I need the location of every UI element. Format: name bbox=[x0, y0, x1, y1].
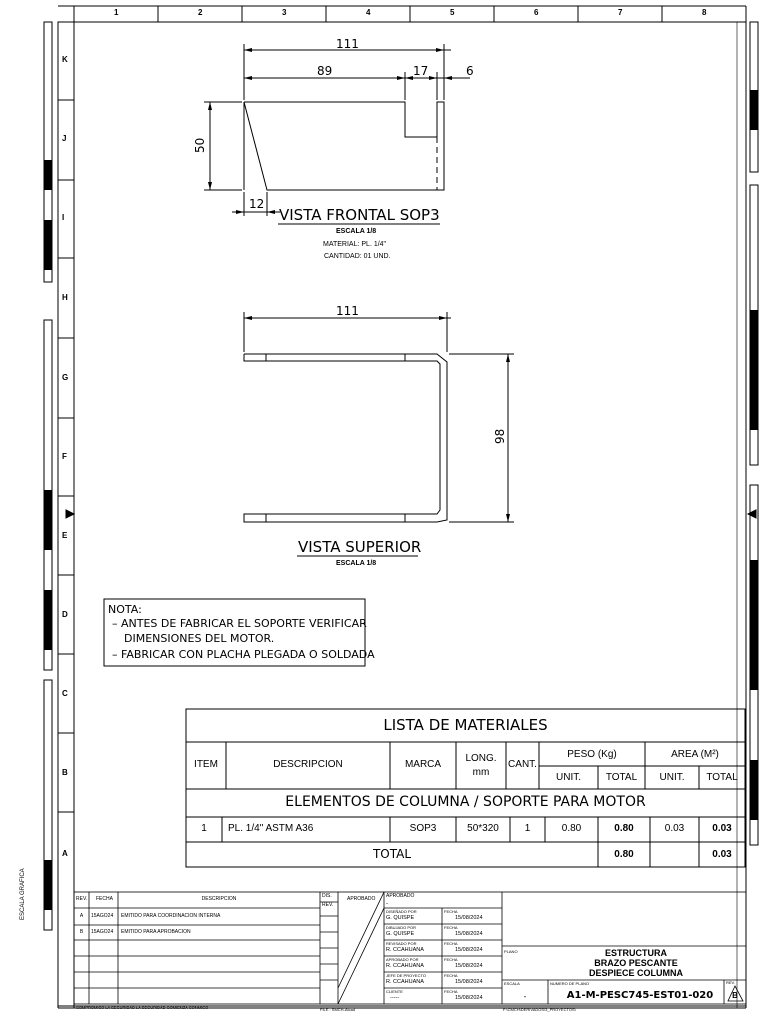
row-label: G bbox=[62, 373, 69, 382]
col-header-peso-unit: UNIT. bbox=[556, 772, 581, 783]
approval-role: REVISADO POR bbox=[386, 941, 417, 946]
dim-top-width: 111 bbox=[336, 304, 359, 318]
plano-title-line: BRAZO PESCANTE bbox=[594, 958, 678, 968]
row-label: E bbox=[62, 531, 68, 540]
cell-peso-unit: 0.80 bbox=[561, 823, 582, 834]
approval-role: DIBUJADO POR bbox=[386, 925, 417, 930]
approval-date-label: FECHA bbox=[444, 989, 458, 994]
rev-label: REV. bbox=[726, 980, 735, 985]
col-header-area-total: TOTAL bbox=[706, 772, 738, 783]
descripcion-header: DESCRIPCION bbox=[201, 896, 237, 902]
rev-date: 15AGO24 bbox=[91, 929, 114, 935]
escala-value: - bbox=[523, 992, 527, 1001]
col-header-cant: CANT. bbox=[508, 759, 537, 770]
rev-date: 15AGO24 bbox=[91, 913, 114, 919]
approval-name: ----- bbox=[390, 995, 400, 1001]
row-label: B bbox=[62, 768, 68, 777]
materials-title: LISTA DE MATERIALES bbox=[383, 716, 548, 734]
rev-value: B bbox=[732, 991, 738, 1000]
footer-path: F:\CMCH\DERIVADOS\3_PROYECTOS\ bbox=[503, 1007, 576, 1012]
total-peso: 0.80 bbox=[614, 849, 634, 860]
col-header-area-unit: UNIT. bbox=[659, 772, 685, 783]
drawing-number: A1-M-PESC745-EST01-020 bbox=[566, 990, 714, 1001]
rev-description: EMITIDO PARA APROBACION bbox=[121, 929, 191, 935]
total-area: 0.03 bbox=[712, 849, 732, 860]
approval-name: R. CCAHUANA bbox=[386, 947, 424, 953]
row-label: K bbox=[62, 55, 68, 64]
total-label: TOTAL bbox=[372, 847, 412, 861]
approval-date: 15/08/2024 bbox=[455, 947, 483, 953]
top-view-scale: ESCALA 1/8 bbox=[336, 560, 377, 567]
row-label: F bbox=[62, 452, 67, 461]
numero-label: NUMERO DE PLANO bbox=[550, 981, 590, 986]
approval-name: R. CCAHUANA bbox=[386, 979, 424, 985]
plano-label: PLANO bbox=[504, 949, 518, 954]
col-header-item: ITEM bbox=[194, 759, 218, 770]
dim-12: 12 bbox=[249, 197, 265, 211]
approval-role: APROBADO POR bbox=[386, 957, 419, 962]
col-header-marca: MARCA bbox=[404, 759, 442, 770]
col-label: 6 bbox=[534, 8, 539, 17]
top-view-drawing bbox=[244, 312, 514, 556]
col-label: 5 bbox=[450, 8, 455, 17]
dim-17: 17 bbox=[413, 64, 429, 78]
approval-name: - bbox=[386, 901, 388, 907]
cell-area-unit: 0.03 bbox=[664, 823, 685, 834]
col-header-area: AREA (M²) bbox=[671, 749, 719, 760]
cell-long: 50*320 bbox=[467, 823, 499, 834]
dim-total-front: 111 bbox=[336, 37, 359, 51]
dim-6: 6 bbox=[466, 64, 474, 78]
approval-role: JEFE DE PROYECTO bbox=[386, 973, 426, 978]
dis-header: DIS. bbox=[322, 893, 332, 899]
approval-date-label: FECHA bbox=[444, 957, 458, 962]
approval-name: G. QUISPE bbox=[386, 931, 415, 937]
approval-name: G. QUISPE bbox=[386, 915, 415, 921]
rev-code: A bbox=[79, 913, 84, 919]
col-label: 1 bbox=[114, 8, 119, 17]
approval-date-label: FECHA bbox=[444, 909, 458, 914]
approval-date: 15/08/2024 bbox=[455, 963, 483, 969]
approval-name: R. CCAHUANA bbox=[386, 963, 424, 969]
approval-role: APROBADO bbox=[386, 893, 415, 899]
fecha-header: FECHA bbox=[96, 896, 113, 902]
right-graphic-scale bbox=[750, 22, 758, 845]
row-label: H bbox=[62, 293, 68, 302]
front-view-material: MATERIAL: PL. 1/4" bbox=[323, 241, 387, 248]
col-label: 2 bbox=[198, 8, 203, 17]
approval-date: 15/08/2024 bbox=[455, 979, 483, 985]
row-label: D bbox=[62, 610, 68, 619]
row-label: I bbox=[62, 213, 65, 222]
cell-area-total: 0.03 bbox=[712, 823, 732, 834]
front-view-title: VISTA FRONTAL SOP3 bbox=[279, 206, 440, 224]
front-view-quantity: CANTIDAD: 01 UND. bbox=[324, 253, 391, 260]
materials-section-title: ELEMENTOS DE COLUMNA / SOPORTE PARA MOTOR bbox=[285, 794, 646, 810]
front-view-drawing bbox=[204, 44, 470, 224]
col-header-long-unit: mm bbox=[472, 767, 490, 778]
col-label: 8 bbox=[702, 8, 707, 17]
approval-role: CLIENTE bbox=[386, 989, 403, 994]
approval-role: DISEÑADO POR bbox=[386, 909, 417, 914]
plano-title-line: DESPIECE COLUMNA bbox=[588, 968, 683, 978]
col-header-descripcion: DESCRIPCION bbox=[273, 759, 343, 770]
row-label: A bbox=[62, 849, 68, 858]
cell-cant: 1 bbox=[524, 823, 531, 834]
rev-description: EMITIDO PARA COORDINACION INTERNA bbox=[121, 913, 221, 919]
col-header-peso: PESO (Kg) bbox=[567, 749, 617, 760]
col-label: 4 bbox=[366, 8, 371, 17]
approval-date-label: FECHA bbox=[444, 941, 458, 946]
rev-header: REV. bbox=[76, 896, 88, 902]
note-line: – ANTES DE FABRICAR EL SOPORTE VERIFICAR bbox=[112, 617, 367, 630]
front-view-scale: ESCALA 1/8 bbox=[336, 228, 377, 235]
rev-code: B bbox=[79, 929, 84, 935]
approval-date-label: FECHA bbox=[444, 925, 458, 930]
cell-descripcion: PL. 1/4" ASTM A36 bbox=[228, 823, 314, 834]
dim-98: 98 bbox=[493, 428, 507, 444]
approval-date: 15/08/2024 bbox=[455, 995, 483, 1001]
col-header-long: LONG. bbox=[465, 753, 497, 764]
note-line: DIMENSIONES DEL MOTOR. bbox=[124, 632, 275, 645]
dim-89: 89 bbox=[317, 64, 333, 78]
approval-date: 15/08/2024 bbox=[455, 915, 483, 921]
approval-date: 15/08/2024 bbox=[455, 931, 483, 937]
escala-label: ESCALA bbox=[504, 981, 520, 986]
note-title: NOTA: bbox=[108, 603, 142, 616]
col-label: 3 bbox=[282, 8, 287, 17]
row-label: J bbox=[62, 134, 67, 143]
col-label: 7 bbox=[618, 8, 623, 17]
note-line: – FABRICAR CON PLACHA PLEGADA O SOLDADA bbox=[112, 648, 375, 661]
footer-file: FILE : SMCH-Atcad bbox=[320, 1007, 356, 1012]
rev2-header: REV. bbox=[322, 902, 334, 908]
aprobado-header: APROBADO bbox=[347, 896, 376, 902]
cell-item: 1 bbox=[201, 823, 207, 834]
row-label: C bbox=[62, 689, 68, 698]
dim-50: 50 bbox=[193, 137, 207, 153]
plano-title-line: ESTRUCTURA bbox=[605, 948, 667, 958]
graphic-scale-label: ESCALA GRAFICA bbox=[20, 868, 26, 920]
col-header-peso-total: TOTAL bbox=[605, 772, 638, 783]
footer-slogan: COMPROMISO LA SEGURIDAD LA SEGURIDAD COMIENZA CONMIGO bbox=[76, 1005, 209, 1010]
top-view-title: VISTA SUPERIOR bbox=[298, 538, 422, 556]
left-graphic-scale bbox=[44, 22, 52, 930]
cell-peso-total: 0.80 bbox=[614, 823, 634, 834]
cell-marca: SOP3 bbox=[409, 823, 437, 834]
approval-date-label: FECHA bbox=[444, 973, 458, 978]
